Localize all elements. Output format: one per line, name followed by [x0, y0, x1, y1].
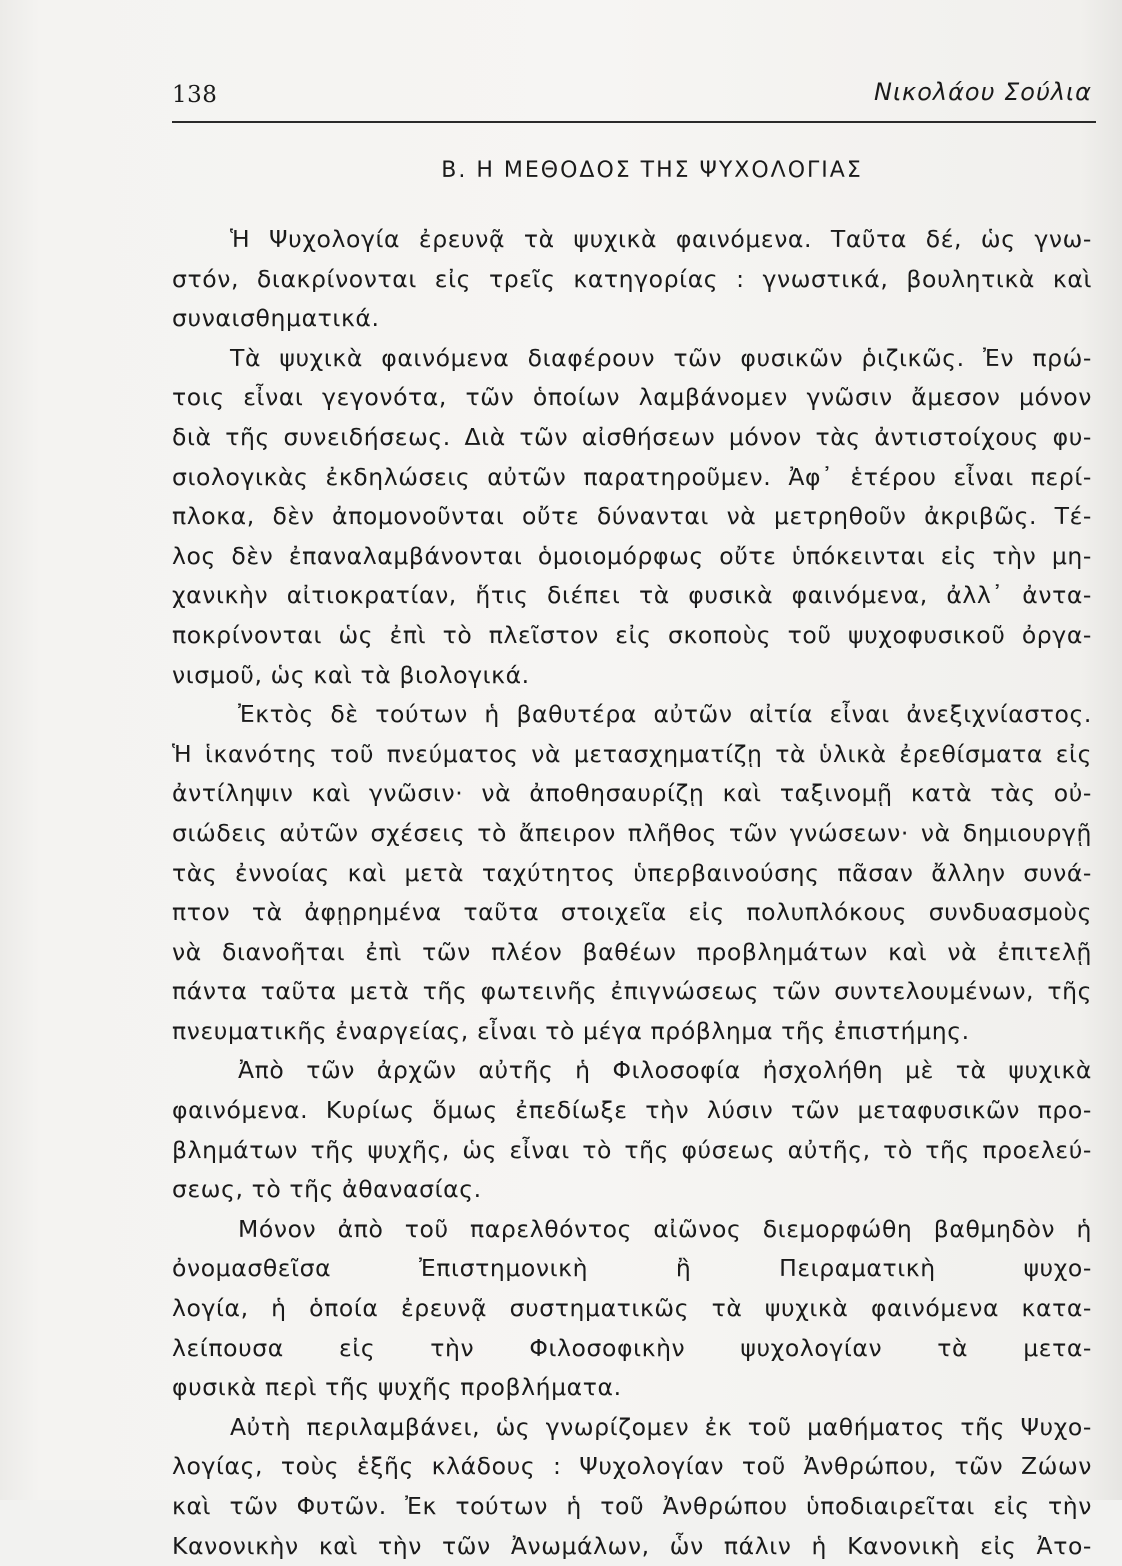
text-line: φυσικὰ περὶ τῆς ψυχῆς προβλήματα. — [172, 1373, 622, 1402]
text-line: σεως, τὸ τῆς ἀθανασίας. — [172, 1175, 482, 1204]
text-line: βλημάτων τῆς ψυχῆς, ὡς εἶναι τὸ τῆς φύσεως αὐτῆς, τὸ τῆς προελεύ- — [172, 1135, 1092, 1164]
text-line: λος δὲν ἐπαναλαμβάνονται ὁμοιομόρφως οὔτε ὑπόκεινται εἰς τὴν μη- — [172, 541, 1092, 570]
text-line: Τὰ ψυχικὰ φαινόμενα διαφέρουν τῶν φυσικῶν ῥιζικῶς. Ἐν πρώ- — [230, 343, 1092, 372]
text-line: Μόνον ἀπὸ τοῦ παρελθόντος αἰῶνος διεμορφώθη βαθμηδὸν ἡ — [238, 1214, 1092, 1243]
text-line: Ἀπὸ τῶν ἀρχῶν αὐτῆς ἡ Φιλοσοφία ἠσχολήθη μὲ τὰ ψυχικὰ — [238, 1056, 1092, 1085]
text-line: Ἐκτὸς δὲ τούτων ἡ βαθυτέρα αὐτῶν αἰτία εἶναι ἀνεξιχνίαστος. — [238, 700, 1092, 729]
text-line: φαινόμενα. Κυρίως ὅμως ἐπεδίωξε τὴν λύσιν τῶν μεταφυσικῶν προ- — [172, 1096, 1092, 1125]
text-line: στόν, διακρίνονται εἰς τρεῖς κατηγορίας : γνωστικά, βουλητικὰ καὶ — [172, 264, 1092, 293]
text-line: καὶ τῶν Φυτῶν. Ἐκ τούτων ἡ τοῦ Ἀνθρώπου ὑποδιαιρεῖται εἰς τὴν — [172, 1492, 1092, 1520]
text-line: πάντα ταῦτα μετὰ τῆς φωτεινῆς ἐπιγνώσεως τῶν συντελουμένων, τῆς — [172, 977, 1092, 1006]
text-line: ποκρίνονται ὡς ἐπὶ τὸ πλεῖστον εἰς σκοποὺς τοῦ ψυχοφυσικοῦ ὀργα- — [172, 620, 1092, 649]
text-line: νισμοῦ, ὡς καὶ τὰ βιολογικά. — [172, 660, 530, 689]
text-line: Αὐτὴ περιλαμβάνει, ὡς γνωρίζομεν ἐκ τοῦ μαθήματος τῆς Ψυχο- — [230, 1412, 1092, 1441]
text-line: Κανονικὴν καὶ τὴν τῶν Ἀνωμάλων, ὧν πάλιν ἡ Κανονικὴ εἰς Ἀτο- — [172, 1531, 1092, 1560]
text-line: νὰ διανοῆται ἐπὶ τῶν πλέον βαθέων προβλημάτων καὶ νὰ ἐπιτελῇ — [172, 937, 1092, 966]
text-line: χανικὴν αἰτιοκρατίαν, ἥτις διέπει τὰ φυσικὰ φαινόμενα, ἀλλ᾿ ἀντα- — [172, 581, 1092, 610]
text-line: Ἡ Ψυχολογία ἐρευνᾷ τὰ ψυχικὰ φαινόμενα. Ταῦτα δέ, ὡς γνω- — [230, 225, 1092, 253]
text-line: πτον τὰ ἀφῃρημένα ταῦτα στοιχεῖα εἰς πολυπλόκους συνδυασμοὺς — [172, 898, 1092, 927]
text-line: συναισθηματικά. — [172, 304, 380, 333]
text-line: ἀντίληψιν καὶ γνῶσιν· νὰ ἀποθησαυρίζῃ καὶ ταξινομῇ κατὰ τὰς οὐ- — [172, 779, 1092, 808]
text-line: πνευματικῆς ἐναργείας, εἶναι τὸ μέγα πρόβλημα τῆς ἐπιστήμης. — [172, 1016, 970, 1045]
text-line: πλοκα, δὲν ἀπομονοῦνται οὔτε δύνανται νὰ μετρηθοῦν ἀκριβῶς. Τέ- — [172, 502, 1092, 531]
running-title: Νικολάου Σούλια — [873, 78, 1092, 106]
text-line: σιολογικὰς ἐκδηλώσεις αὐτῶν παρατηροῦμεν. Ἀφ᾿ ἑτέρου εἶναι περί- — [172, 462, 1092, 491]
text-line: λογίας, τοὺς ἑξῆς κλάδους : Ψυχολογίαν τοῦ Ἀνθρώπου, τῶν Ζώων — [172, 1452, 1092, 1481]
page-number: 138 — [172, 82, 218, 108]
header-rule — [172, 121, 1096, 123]
text-line: λογία, ἡ ὁποία ἐρευνᾷ συστηματικῶς τὰ ψυχικὰ φαινόμενα κατα- — [172, 1294, 1092, 1323]
text-line: ὀνομασθεῖσα Ἐπιστημονικὴ ἢ Πειραματικὴ ψυχο- — [172, 1254, 1092, 1283]
running-head — [172, 78, 1092, 118]
text-line: Ἡ ἱκανότης τοῦ πνεύματος νὰ μετασχηματίζῃ τὰ ὑλικὰ ἐρεθίσματα εἰς — [172, 739, 1092, 768]
text-line: τοις εἶναι γεγονότα, τῶν ὁποίων λαμβάνομεν γνῶσιν ἄμεσον μόνον — [172, 383, 1092, 412]
text-line: σιώδεις αὐτῶν σχέσεις τὸ ἄπειρον πλῆθος τῶν γνώσεων· νὰ δημιουργῇ — [172, 818, 1092, 847]
text-line: τὰς ἐννοίας καὶ μετὰ ταχύτητος ὑπερβαινούσης πᾶσαν ἄλλην συνά- — [172, 858, 1092, 887]
body-text — [172, 220, 1092, 1566]
text-line: λείπουσα εἰς τὴν Φιλοσοφικὴν ψυχολογίαν τὰ μετα- — [172, 1333, 1092, 1362]
section-heading: Β. Η ΜΕΘΟΔΟΣ ΤΗΣ ΨΥΧΟΛΟΓΙΑΣ — [441, 158, 863, 183]
text-line: διὰ τῆς συνειδήσεως. Διὰ τῶν αἰσθήσεων μόνον τὰς ἀντιστοίχους φυ- — [172, 422, 1092, 451]
